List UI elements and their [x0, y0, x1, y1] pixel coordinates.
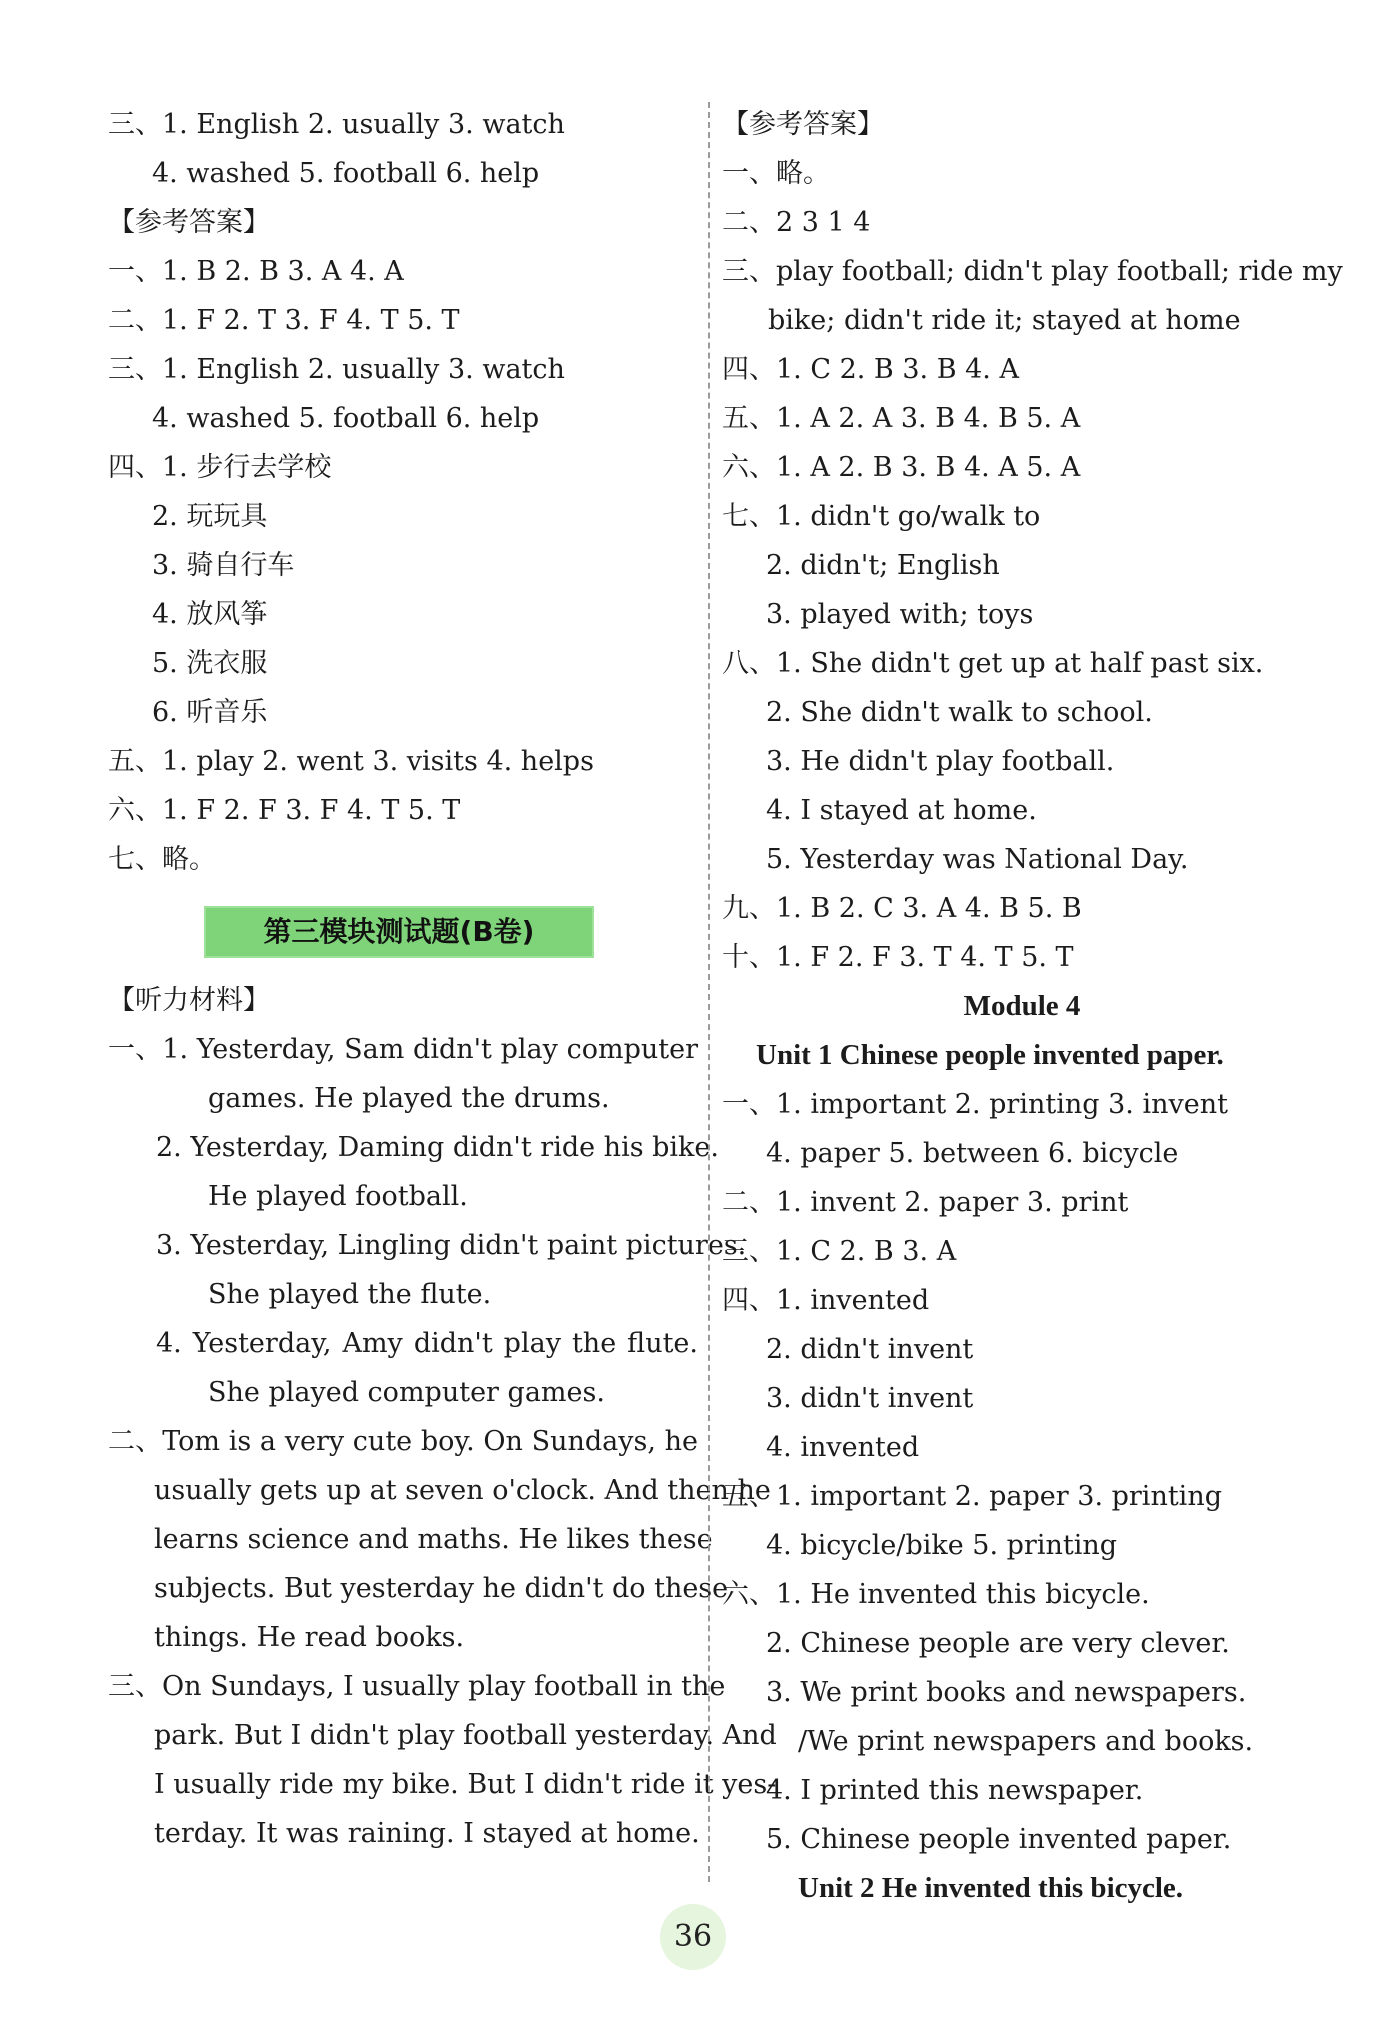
answer-line: 三、play football; didn't play football; ride my — [722, 256, 1343, 287]
answer-line: 2. 玩玩具 — [152, 501, 268, 532]
answer-line: 四、1. 步行去学校 — [108, 452, 332, 483]
listening-line: 二、Tom is a very cute boy. On Sundays, he — [108, 1426, 698, 1457]
answer-line: 六、1. F 2. F 3. F 4. T 5. T — [108, 795, 461, 826]
answer-line: 一、1. important 2. printing 3. invent — [722, 1089, 1228, 1120]
answer-line: 九、1. B 2. C 3. A 4. B 5. B — [722, 893, 1082, 924]
unit-heading: Unit 2 He invented this bicycle. — [798, 1872, 1184, 1904]
listening-line: I usually ride my bike. But I didn't ride it yes- — [154, 1769, 777, 1800]
section-title: 第三模块测试题(B卷) — [204, 906, 594, 958]
listening-line: 三、On Sundays, I usually play football in the — [108, 1671, 726, 1702]
listening-line: things. He read books. — [154, 1622, 465, 1653]
answer-line: 五、1. A 2. A 3. B 4. B 5. A — [722, 403, 1081, 434]
answer-line: 三、1. English 2. usually 3. watch — [108, 354, 565, 385]
answer-line: 4. I printed this newspaper. — [766, 1775, 1144, 1806]
answer-key-heading: 【参考答案】 — [722, 109, 884, 140]
answer-line: 一、1. B 2. B 3. A 4. A — [108, 256, 404, 287]
answer-line: 4. bicycle/bike 5. printing — [766, 1530, 1118, 1561]
answer-line: 七、1. didn't go/walk to — [722, 501, 1041, 532]
answer-line: 4. 放风筝 — [152, 599, 268, 630]
answer-line: 三、1. English 2. usually 3. watch — [108, 109, 565, 140]
answer-line: 二、1. invent 2. paper 3. print — [722, 1187, 1129, 1218]
listening-line: learns science and maths. He likes these — [154, 1524, 713, 1555]
column-divider — [708, 102, 710, 1882]
answer-line: 4. washed 5. football 6. help — [152, 403, 540, 434]
answer-line: 六、1. He invented this bicycle. — [722, 1579, 1150, 1610]
answer-line: 5. 洗衣服 — [152, 648, 268, 679]
right-column — [722, 100, 1343, 1913]
listening-line: games. He played the drums. — [208, 1083, 610, 1114]
page-number: 36 — [660, 1904, 726, 1970]
listening-line: She played the flute. — [208, 1279, 492, 1310]
answer-line: 5. Chinese people invented paper. — [766, 1824, 1232, 1855]
answer-line: 四、1. C 2. B 3. B 4. A — [722, 354, 1019, 385]
listening-line: He played football. — [208, 1181, 468, 1212]
listening-line: 一、1. Yesterday, Sam didn't play computer — [108, 1034, 698, 1065]
listening-line: 2. Yesterday, Daming didn't ride his bike. — [156, 1132, 719, 1163]
answer-line: /We print newspapers and books. — [798, 1726, 1254, 1757]
listening-line: 4. Yesterday, Amy didn't play the flute. — [156, 1328, 698, 1359]
listening-line: park. But I didn't play football yesterday. And — [154, 1720, 777, 1751]
answer-line: 五、1. important 2. paper 3. printing — [722, 1481, 1222, 1512]
listening-material-heading: 【听力材料】 — [108, 985, 270, 1016]
unit-heading: Unit 1 Chinese people invented paper. — [756, 1039, 1224, 1071]
answer-line: bike; didn't ride it; stayed at home — [768, 305, 1241, 336]
listening-line: terday. It was raining. I stayed at home. — [154, 1818, 700, 1849]
answer-line: 七、略。 — [108, 844, 216, 875]
module-heading: Module 4 — [963, 990, 1081, 1022]
listening-line: subjects. But yesterday he didn't do these — [154, 1573, 729, 1604]
answer-line: 二、2 3 1 4 — [722, 207, 871, 238]
answer-line: 3. 骑自行车 — [152, 550, 295, 581]
answer-line: 4. invented — [766, 1432, 920, 1463]
answer-line: 4. washed 5. football 6. help — [152, 158, 540, 189]
answer-line: 3. We print books and newspapers. — [766, 1677, 1247, 1708]
answer-line: 八、1. She didn't get up at half past six. — [722, 648, 1264, 679]
answer-line: 五、1. play 2. went 3. visits 4. helps — [108, 746, 594, 777]
answer-line: 4. I stayed at home. — [766, 795, 1037, 826]
answer-line: 2. didn't invent — [766, 1334, 974, 1365]
answer-line: 四、1. invented — [722, 1285, 930, 1316]
listening-line: usually gets up at seven o'clock. And then he — [154, 1475, 771, 1506]
listening-line: 3. Yesterday, Lingling didn't paint pictures. — [156, 1230, 747, 1261]
answer-line: 4. paper 5. between 6. bicycle — [766, 1138, 1179, 1169]
answer-line: 一、略。 — [722, 158, 830, 189]
answer-line: 二、1. F 2. T 3. F 4. T 5. T — [108, 305, 460, 336]
listening-line: She played computer games. — [208, 1377, 605, 1408]
answer-line: 3. He didn't play football. — [766, 746, 1115, 777]
answer-line: 2. She didn't walk to school. — [766, 697, 1153, 728]
answer-line: 十、1. F 2. F 3. T 4. T 5. T — [722, 942, 1074, 973]
answer-line: 六、1. A 2. B 3. B 4. A 5. A — [722, 452, 1081, 483]
answer-line: 3. played with; toys — [766, 599, 1034, 630]
answer-line: 三、1. C 2. B 3. A — [722, 1236, 957, 1267]
answer-line: 2. didn't; English — [766, 550, 1000, 581]
answer-key-heading: 【参考答案】 — [108, 207, 270, 238]
answer-line: 2. Chinese people are very clever. — [766, 1628, 1230, 1659]
answer-line: 5. Yesterday was National Day. — [766, 844, 1189, 875]
answer-line: 3. didn't invent — [766, 1383, 974, 1414]
answer-line: 6. 听音乐 — [152, 697, 268, 728]
